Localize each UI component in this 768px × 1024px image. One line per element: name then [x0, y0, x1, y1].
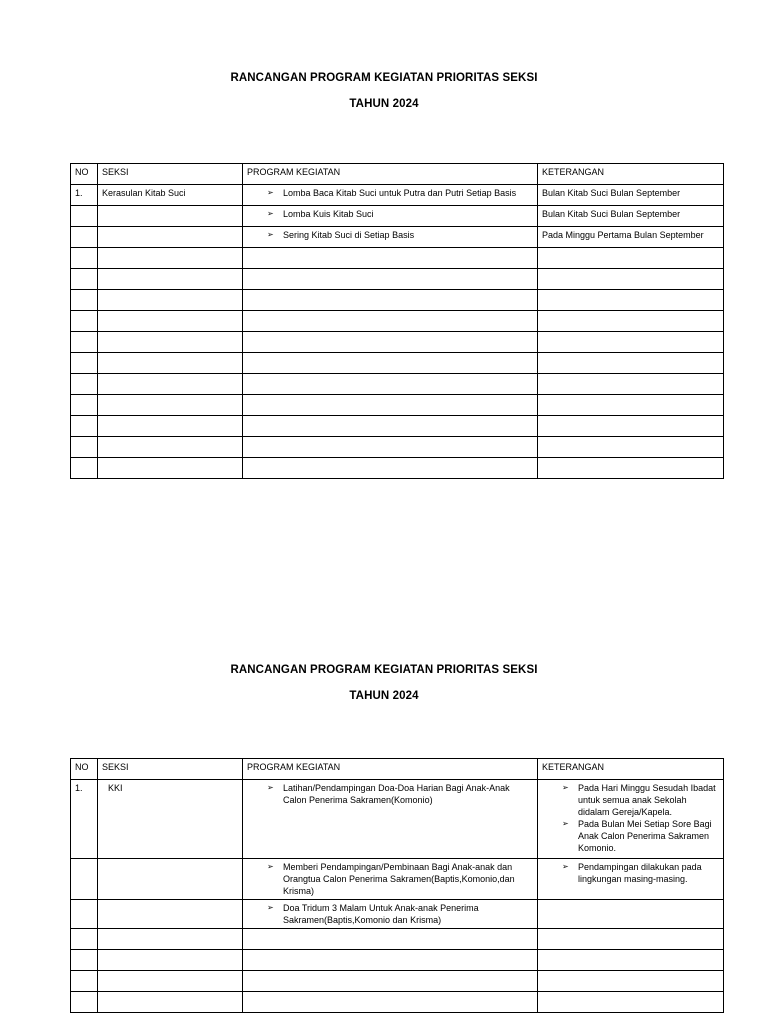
cell-seksi: [98, 859, 243, 900]
cell-keterangan: [538, 780, 724, 859]
document-year: TAHUN 2024: [349, 690, 419, 702]
document-year: TAHUN 2024: [349, 98, 419, 110]
keterangan-item: ➢ Pendampingan dilakukan pada lingkungan masing-masing.: [562, 861, 719, 885]
program-item: ➢ Sering Kitab Suci di Setiap Basis: [267, 229, 533, 241]
cell-keterangan: Pada Minggu Pertama Bulan September: [538, 227, 724, 248]
empty-row: [71, 290, 724, 311]
empty-row: [71, 437, 724, 458]
keterangan-item: ➢ Pada Bulan Mei Setiap Sore Bagi Anak Calon Penerima Sakramen Komonio.: [562, 818, 719, 854]
program-item: ➢ Doa Tridum 3 Malam Untuk Anak-anak Penerima Sakramen(Baptis,Komonio dan Krisma): [267, 902, 533, 926]
empty-row: [71, 992, 724, 1013]
table-row: [71, 206, 724, 227]
table-header-row: [71, 164, 724, 185]
cell-seksi: [98, 227, 243, 248]
cell-keterangan: [538, 859, 724, 900]
empty-row: [71, 374, 724, 395]
empty-row: [71, 971, 724, 992]
table-header-row: [71, 759, 724, 780]
header-no: NO: [71, 164, 98, 185]
cell-program: [243, 780, 538, 859]
document-title: RANCANGAN PROGRAM KEGIATAN PRIORITAS SEKSI: [230, 72, 538, 84]
empty-row: [71, 458, 724, 479]
program-item: ➢ Memberi Pendampingan/Pembinaan Bagi Anak-anak dan Orangtua Calon Penerima Sakramen(Baptis,Komonio,dan Krisma): [267, 861, 533, 897]
cell-no: 1.: [71, 185, 98, 206]
empty-row: [71, 950, 724, 971]
empty-row: [71, 248, 724, 269]
program-item: ➢ Lomba Kuis Kitab Suci: [267, 208, 533, 220]
table-row: [71, 780, 724, 859]
cell-no: [71, 900, 98, 929]
empty-row: [71, 929, 724, 950]
program-table: [70, 758, 724, 1013]
cell-seksi: [98, 900, 243, 929]
program-item: ➢ Lomba Baca Kitab Suci untuk Putra dan Putri Setiap Basis: [267, 187, 533, 199]
cell-keterangan: Bulan Kitab Suci Bulan September: [538, 206, 724, 227]
cell-program: [243, 185, 538, 206]
empty-row: [71, 353, 724, 374]
document-title: RANCANGAN PROGRAM KEGIATAN PRIORITAS SEKSI: [230, 664, 538, 676]
table-row: [71, 227, 724, 248]
empty-row: [71, 311, 724, 332]
keterangan-item: ➢ Pada Hari Minggu Sesudah Ibadat untuk semua anak Sekolah didalam Gereja/Kapela.: [562, 782, 719, 818]
cell-program: [243, 227, 538, 248]
cell-no: 1.: [71, 780, 98, 859]
cell-no: [71, 206, 98, 227]
table-row: [71, 859, 724, 900]
cell-program: [243, 859, 538, 900]
program-item: ➢ Latihan/Pendampingan Doa-Doa Harian Bagi Anak-Anak Calon Penerima Sakramen(Komonio): [267, 782, 533, 806]
header-program: PROGRAM KEGIATAN: [243, 164, 538, 185]
cell-seksi: [98, 206, 243, 227]
program-table: [70, 163, 724, 479]
cell-no: [71, 859, 98, 900]
cell-keterangan: [538, 900, 724, 929]
header-program: PROGRAM KEGIATAN: [243, 759, 538, 780]
header-keterangan: KETERANGAN: [538, 164, 724, 185]
cell-seksi: Kerasulan Kitab Suci: [98, 185, 243, 206]
cell-keterangan: Bulan Kitab Suci Bulan September: [538, 185, 724, 206]
header-seksi: SEKSI: [98, 164, 243, 185]
cell-no: [71, 227, 98, 248]
seksi-name: KKI: [108, 783, 123, 793]
empty-row: [71, 332, 724, 353]
header-keterangan: KETERANGAN: [538, 759, 724, 780]
empty-row: [71, 269, 724, 290]
cell-program: [243, 900, 538, 929]
empty-row: [71, 395, 724, 416]
table-row: [71, 900, 724, 929]
cell-program: [243, 206, 538, 227]
table-row: [71, 185, 724, 206]
empty-row: [71, 416, 724, 437]
cell-seksi: [98, 780, 243, 859]
header-no: NO: [71, 759, 98, 780]
header-seksi: SEKSI: [98, 759, 243, 780]
